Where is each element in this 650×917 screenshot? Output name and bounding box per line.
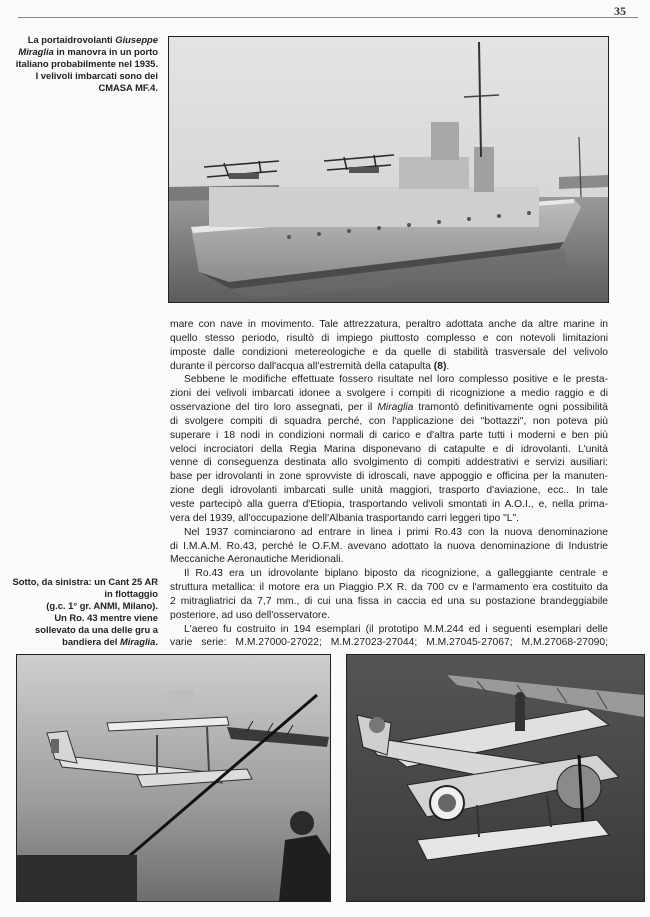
body-line [170, 484, 608, 498]
body-text: struttura metallica: il motore era un Piaggio P.X R. da 700 cv e l'armamento era costituito da [170, 582, 608, 594]
caption-text: La portaidrovolanti [27, 34, 116, 45]
body-text: quello stesso periodo, risultò di impiego piuttosto complesso e con notevoli limitazioni [170, 332, 608, 344]
body-line [170, 498, 608, 512]
body-text: tramontò definitivamente ogni possibilità [413, 402, 608, 414]
body-text: vera del 1939, all'occupazione dell'Albania trasportando carri leggeri tipo "L". [170, 512, 519, 524]
body-text: Il Ro.43 era un idrovolante biplano biposto da ricognizione, a galleggiante centrale e [184, 568, 608, 580]
body-line [170, 318, 608, 332]
body-line [170, 415, 608, 429]
body-line [170, 623, 608, 637]
caption-text: CMASA MF.4. [98, 82, 158, 93]
body-text: di I.M.A.M. Ro.43, perché le O.F.M. avevano adottato la nuova denominazione di Industrie [170, 540, 608, 552]
body-text: zioni dei velivoli imbarcati idonee a svolgere i compiti di ricognizione a medio raggio e di [170, 388, 608, 400]
caption-text: in flottaggio [104, 588, 158, 599]
caption-italic: Giuseppe [115, 34, 158, 45]
body-line [170, 581, 608, 595]
body-text: osservazione del tiro loro assegnati, per il [170, 402, 378, 414]
body-text: veloci incrociatori della Regia Marina disponevano di catapulte e di idrovolanti. L'unità [170, 443, 608, 455]
footnote-ref: (8) [433, 360, 447, 372]
photo-seaplane-carrier [168, 36, 609, 303]
caption-text: . [155, 636, 158, 647]
body-text: . [446, 360, 450, 372]
body-line [170, 470, 608, 484]
body-line [170, 373, 608, 387]
body-italic: Miraglia [377, 402, 414, 414]
caption-text: Un Ro. 43 mentre viene [54, 612, 158, 623]
body-line [170, 567, 608, 581]
photo-ro43 [346, 654, 645, 902]
body-line [170, 346, 608, 360]
body-text: Nel 1937 cominciarono ad entrare in linea i primi Ro.43 con la nuova denominazione [184, 526, 608, 538]
body-text: durante il percorso dall'acqua all'estremità della catapulta [170, 360, 434, 372]
body-text: L'aereo fu costruito in 194 esemplari (il prototipo M.M.244 ed i seguenti esemplari delle [184, 623, 608, 635]
body-text: zione degli idrovolanti imbarcati sulle unità maggiori, trasporto d'aviazione, ecc.. In tale [170, 485, 608, 497]
body-line [170, 553, 608, 567]
body-text: Sebbene le modifiche effettuate fossero risultate nel loro complesso positive e le presta- [184, 374, 608, 386]
caption-text: bandiera del [62, 636, 120, 647]
body-line [170, 360, 608, 374]
body-text: varie serie: M.M.27000-27022; M.M.27023-27044; M.M.27045-27067; M.M.27068-27090; [170, 637, 608, 649]
body-line [170, 401, 608, 415]
body-text: mare con nave in movimento. Tale attrezzatura, peraltro adottata anche da altre marine in [170, 319, 608, 330]
body-line [170, 609, 608, 623]
body-text: imposte dalle condizioni metereologiche e da quelle di stabilità trasversale del velivolo [170, 346, 608, 358]
caption-text: italiano probabilmente nel 1935. [15, 58, 158, 69]
body-line [170, 595, 608, 609]
caption-seaplanes [4, 576, 158, 648]
article-body [170, 318, 608, 650]
caption-ship [4, 34, 158, 94]
body-line [170, 443, 608, 457]
body-text: superare i 18 nodi in condizioni normali di carico e d'altra parte tutti i moderni e ben più [170, 429, 608, 441]
caption-text: I velivoli imbarcati sono dei [35, 70, 158, 81]
body-line [170, 526, 608, 540]
caption-text: in manovra in un porto [53, 46, 158, 57]
caption-italic: Miraglia [18, 46, 54, 57]
body-text: venne di conseguenza destinata allo svolgimento di compiti addestrativi e servizi ausiliari: [170, 457, 608, 469]
header-rule [18, 17, 638, 18]
body-line [170, 540, 608, 554]
body-line [170, 512, 608, 526]
body-text: Meccaniche Aeronautiche Meridionali. [170, 554, 344, 566]
page-number: 35 [614, 4, 626, 18]
body-line [170, 456, 608, 470]
body-line [170, 332, 608, 346]
body-text: posteriore, ad uso dell'osservatore. [170, 609, 330, 621]
caption-text: sollevato da una delle gru a [35, 624, 158, 635]
body-text: 2 mitragliatrici da 7,7 mm., di cui una fissa in caccia ed una su postazione brandeggiabile [170, 595, 608, 607]
body-text: veste partecipò alla guerra d'Etiopia, trasportando velivoli smontati in A.O.I., e, nella prima- [170, 498, 608, 510]
body-line [170, 636, 608, 650]
body-line [170, 429, 608, 443]
body-line [170, 387, 608, 401]
body-text: di svolgere compiti di squadra perché, con l'applicazione dei "bottazzi", non poteva più [170, 415, 608, 427]
caption-italic: Miraglia [119, 636, 156, 647]
body-text: base per idrovolanti in zone sprovviste di idroscali, nave appoggio e officina per la manuten- [170, 471, 608, 483]
caption-text: (g.c. 1° gr. ANMI, Milano). [46, 600, 158, 611]
caption-text: Sotto, da sinistra: un Cant 25 AR [12, 576, 158, 587]
photo-cant-25 [16, 654, 331, 902]
